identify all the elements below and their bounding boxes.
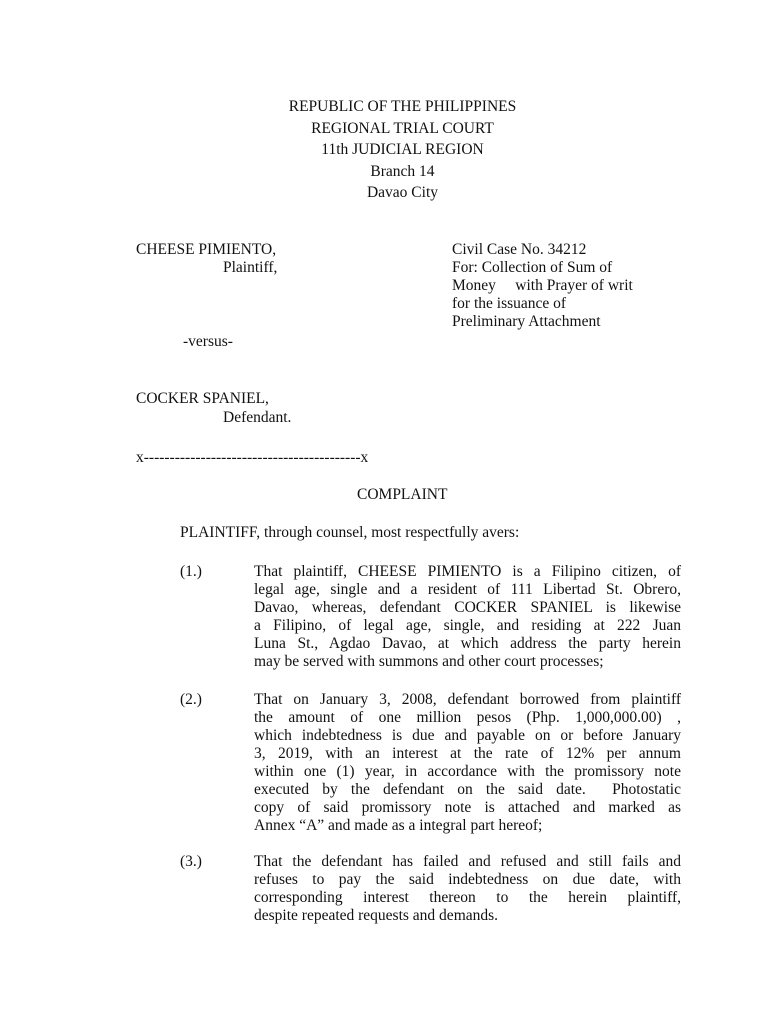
paragraph-line: refuses to pay the said indebtedness on due date, with xyxy=(254,871,681,888)
paragraph-line: the amount of one million pesos (Php. 1,000,000.00) , xyxy=(254,709,681,726)
document-title: COMPLAINT xyxy=(357,486,448,503)
caption-line-region: 11th JUDICIAL REGION xyxy=(321,141,484,158)
paragraph-line: may be served with summons and other court processes; xyxy=(254,653,604,670)
paragraph-line: That on January 3, 2008, defendant borrowed from plaintiff xyxy=(254,691,681,708)
paragraph-line: which indebtedness is due and payable on or before January xyxy=(254,727,681,744)
paragraph-line: corresponding interest thereon to the herein plaintiff, xyxy=(254,889,681,906)
paragraph-line: Annex “A” and made as a integral part hereof; xyxy=(254,817,543,834)
court-caption xyxy=(0,96,768,204)
caption-separator: x------------------------------------------x xyxy=(136,449,369,466)
paragraph-line: copy of said promissory note is attached and marked as xyxy=(254,799,681,816)
paragraph-line: executed by the defendant on the said date. Photostatic xyxy=(254,781,681,798)
intro-statement: PLAINTIFF, through counsel, most respectfully avers: xyxy=(180,524,520,541)
case-nature-line: Preliminary Attachment xyxy=(452,313,601,330)
paragraph-text xyxy=(254,691,681,835)
paragraph-number: (1.) xyxy=(180,563,202,580)
paragraph-line: within one (1) year, in accordance with the promissory note xyxy=(254,763,681,780)
caption-line-city: Davao City xyxy=(366,184,439,201)
caption-line-republic: REPUBLIC OF THE PHILIPPINES xyxy=(288,98,517,115)
paragraph-line: Davao, whereas, defendant COCKER SPANIEL is likewise xyxy=(254,599,681,616)
defendant-name: COCKER SPANIEL, xyxy=(136,390,269,407)
defendant-role: Defendant. xyxy=(223,409,292,426)
plaintiff-name: CHEESE PIMIENTO, xyxy=(136,241,277,258)
paragraph-line: 3, 2019, with an interest at the rate of 12% per annum xyxy=(254,745,681,762)
paragraph-line: That plaintiff, CHEESE PIMIENTO is a Filipino citizen, of xyxy=(254,563,681,580)
case-nature-line: Money with Prayer of writ xyxy=(452,277,633,294)
case-info xyxy=(452,241,633,331)
paragraph-number: (2.) xyxy=(180,691,202,708)
paragraph-text xyxy=(254,563,681,671)
caption-line-court: REGIONAL TRIAL COURT xyxy=(311,119,494,137)
paragraph-text xyxy=(254,853,681,925)
caption-line-branch: Branch 14 xyxy=(370,162,435,180)
paragraph-number: (3.) xyxy=(180,853,202,870)
plaintiff-role: Plaintiff, xyxy=(223,259,278,276)
case-nature-line: For: Collection of Sum of xyxy=(452,259,613,276)
case-nature-line: for the issuance of xyxy=(452,295,567,312)
paragraph-line: despite repeated requests and demands. xyxy=(254,907,499,924)
case-number: Civil Case No. 34212 xyxy=(452,241,587,258)
paragraph-line: Luna St., Agdao Davao, at which address the party herein xyxy=(254,635,681,652)
versus-label: -versus- xyxy=(183,333,233,350)
paragraph-line: legal age, single and a resident of 111 Libertad St. Obrero, xyxy=(254,581,681,598)
paragraph-line: a Filipino, of legal age, single, and residing at 222 Juan xyxy=(254,617,681,634)
paragraph-line: That the defendant has failed and refused and still fails and xyxy=(254,853,681,870)
